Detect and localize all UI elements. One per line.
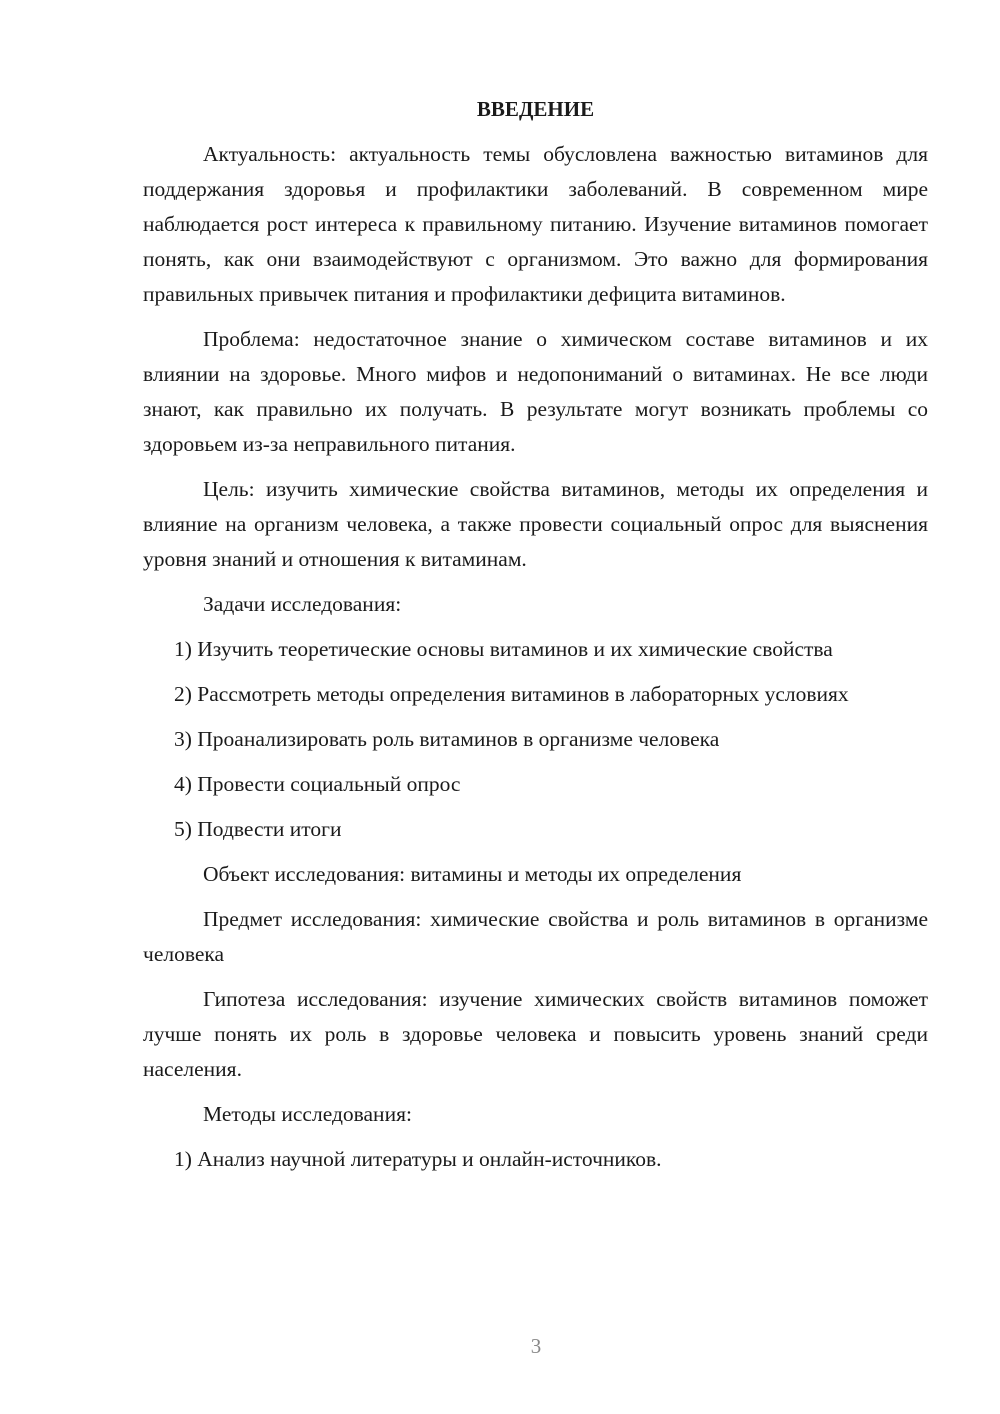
task-item: 2) Рассмотреть методы определения витаминов в лабораторных условиях: [174, 682, 849, 706]
document-page: [143, 92, 928, 1187]
object-paragraph: Объект исследования: витамины и методы их определения: [203, 862, 742, 886]
relevance-paragraph: Актуальность: актуальность темы обусловлена важностью витаминов для поддержания здоровья и профилактики заболеваний. В современном мире наблюдается рост интереса к правильному питанию. Изучение витаминов помогает понять, как они взаимодействуют с организмом. Это важно для формирования правильных привычек питания и профилактики дефицита витаминов.: [143, 142, 928, 306]
task-item: 1) Изучить теоретические основы витаминов и их химические свойства: [174, 637, 833, 661]
problem-paragraph: Проблема: недостаточное знание о химическом составе витаминов и их влиянии на здоровье. Много мифов и недопониманий о витаминах. Не все люди знают, как правильно их получать. В результате могут возникать проблемы со здоровьем из-за неправильного питания.: [143, 327, 928, 456]
method-item: 1) Анализ научной литературы и онлайн-источников.: [174, 1147, 662, 1171]
methods-heading: Методы исследования:: [203, 1102, 412, 1126]
page-number: 3: [530, 1334, 542, 1358]
task-item: 3) Проанализировать роль витаминов в организме человека: [174, 727, 720, 751]
task-item: 5) Подвести итоги: [174, 817, 342, 841]
task-item: 4) Провести социальный опрос: [174, 772, 461, 796]
section-title: ВВЕДЕНИЕ: [476, 97, 595, 121]
goal-paragraph: Цель: изучить химические свойства витаминов, методы их определения и влияние на организм человека, а также провести социальный опрос для выяснения уровня знаний и отношения к витаминам.: [143, 477, 928, 571]
hypothesis-paragraph: Гипотеза исследования: изучение химических свойств витаминов поможет лучше понять их роль в здоровье человека и повысить уровень знаний среди населения.: [143, 987, 928, 1081]
tasks-heading: Задачи исследования:: [203, 592, 402, 616]
subject-paragraph: Предмет исследования: химические свойства и роль витаминов в организме человека: [143, 907, 928, 966]
